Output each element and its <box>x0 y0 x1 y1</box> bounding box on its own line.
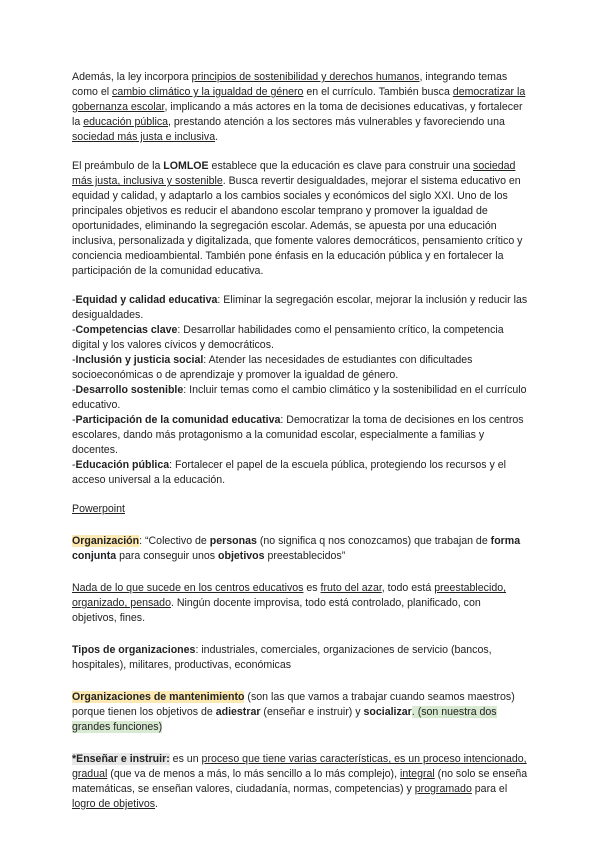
text: Además, la ley incorpora <box>72 71 192 83</box>
bold-text: personas <box>209 535 257 547</box>
list-item <box>72 293 528 323</box>
text: para el <box>471 783 508 795</box>
text: (que va de menos a más, lo más sencillo a lo más complejo), <box>107 768 400 780</box>
text: es un <box>169 753 202 765</box>
list-item <box>72 353 528 383</box>
text: : “Colectivo de <box>139 535 210 547</box>
bold-text: LOMLOE <box>163 160 209 172</box>
paragraph-nada <box>72 581 528 626</box>
text: . <box>155 798 158 810</box>
text: . Ningún docente improvisa, todo está controlado, planificado, con objetivos, fines. <box>72 597 481 624</box>
paragraph-preambulo <box>72 159 528 279</box>
list-item-text: : Incluir temas como el cambio climático y la sostenibilidad en el currículo educativo. <box>72 384 527 411</box>
section-heading-powerpoint <box>72 502 528 517</box>
list-item <box>72 413 528 458</box>
paragraph-mantenimiento <box>72 690 528 735</box>
bold-text: objetivos <box>218 550 265 562</box>
bold-text: adiestrar <box>215 706 261 718</box>
text: para conseguir unos <box>116 550 219 562</box>
text: , todo está <box>381 582 435 594</box>
document-page <box>72 70 528 812</box>
underlined-text: democratizar la gobernanza escolar <box>72 86 526 113</box>
list-dash: - <box>72 384 76 396</box>
list-dash: - <box>72 414 76 426</box>
text: . Busca revertir desigualdades, mejorar el sistema educativo en equidad y calidad, y adaptarlo a los cambios sociales y económicos del siglo XXI. Uno de los principales objetivos es reducir el abandono escolar temprano y promover la igualdad de oportunidades, eliminando la segregación escolar. Además, se apuesta por una educación inclusiva, personalizada y digitalizada, que fomente valores democráticos, pensamiento crítico y conciencia medioambiental. También pone énfasis en la educación pública y en fortalecer la participación de la comunidad educativa. <box>72 175 523 277</box>
bold-text: Tipos de organizaciones <box>72 644 196 656</box>
underlined-text: proceso que tiene varias características, es un proceso intencionado, gradual <box>72 753 527 780</box>
underlined-text: logro de objetivos <box>72 798 156 810</box>
list-item-text: : Atender las necesidades de estudiantes con dificultades socioeconómicas o de aprendizaje y promover la igualdad de género. <box>72 354 473 381</box>
paragraph-organizacion <box>72 534 528 564</box>
underlined-text: principios de sostenibilidad y derechos humanos <box>191 71 420 83</box>
underlined-text: cambio climático y la igualdad de género <box>112 86 304 98</box>
list-item-text: : Fortalecer el papel de la escuela pública, protegiendo los recursos y el acceso universal a la educación. <box>72 459 506 486</box>
highlighted-term: Organización <box>72 535 140 547</box>
paragraph-ensenar <box>72 752 528 812</box>
paragraph-ley <box>72 70 528 145</box>
list-item-text: : Democratizar la toma de decisiones en los centros escolares, dando más protagonismo a la comunidad escolar, especialmente a familias y docentes. <box>72 414 524 456</box>
text: , prestando atención a los sectores más vulnerables y favoreciendo una <box>168 116 505 128</box>
list-item-title: Desarrollo sostenible <box>75 384 184 396</box>
list-dash: - <box>72 459 76 471</box>
paragraph-tipos <box>72 643 528 673</box>
list-item <box>72 458 528 488</box>
list-item-text: : Desarrollar habilidades como el pensamiento crítico, la competencia digital y los valores cívicos y democráticos. <box>72 324 504 351</box>
highlighted-term: *Enseñar e instruir: <box>72 753 170 765</box>
list-item <box>72 323 528 353</box>
bold-text: forma conjunta <box>72 535 521 562</box>
text: (son las que vamos a trabajar cuando seamos maestros) porque tienen los objetivos de <box>72 691 515 718</box>
list-dash: - <box>72 354 76 366</box>
list-dash: - <box>72 294 76 306</box>
list-item-title: Educación pública <box>75 459 170 471</box>
highlighted-term: Organizaciones de mantenimiento <box>72 691 245 703</box>
underlined-text: sociedad más justa e inclusiva <box>72 131 216 143</box>
underlined-text: Powerpoint <box>72 503 125 515</box>
underlined-text: Nada de lo que sucede en los centros educativos <box>72 582 304 594</box>
text: (enseñar e instruir) y <box>260 706 364 718</box>
underlined-text: integral <box>399 768 435 780</box>
text: es <box>303 582 321 594</box>
bold-text: socializar <box>363 706 412 718</box>
list-item-title: Competencias clave <box>75 324 178 336</box>
list-item-title: Equidad y calidad educativa <box>75 294 218 306</box>
objectives-list <box>72 293 528 488</box>
list-item-text: : Eliminar la segregación escolar, mejorar la inclusión y reducir las desigualdades. <box>72 294 528 321</box>
text: en el currículo. También busca <box>303 86 453 98</box>
highlighted-text: . (son nuestra dos grandes funciones) <box>72 706 497 733</box>
text: , implicando a más actores en la toma de decisiones educativas, y fortalecer la <box>72 101 523 128</box>
text: preestablecidos” <box>264 550 346 562</box>
text: El preámbulo de la <box>72 160 164 172</box>
underlined-text: preestablecido, organizado, pensado <box>72 582 507 609</box>
text: : industriales, comerciales, organizaciones de servicio (bancos, hospitales), militares, productivas, económicas <box>72 644 492 671</box>
underlined-text: educación pública <box>83 116 169 128</box>
text: establece que la educación es clave para construir una <box>208 160 474 172</box>
text: , integrando temas como el <box>72 71 508 98</box>
list-item-title: Inclusión y justicia social <box>75 354 204 366</box>
list-item-title: Participación de la comunidad educativa <box>75 414 281 426</box>
underlined-text: fruto del azar <box>320 582 382 594</box>
list-dash: - <box>72 324 76 336</box>
list-item <box>72 383 528 413</box>
text: . <box>215 131 219 143</box>
underlined-text: programado <box>414 783 472 795</box>
underlined-text: sociedad más justa, inclusiva y sostenible <box>72 160 516 187</box>
text: (no solo se enseña matemáticas, se enseñan valores, ciudadanía, normas, competencias) y <box>72 768 528 795</box>
text: (no significa q nos conozcamos) que trabajan de <box>256 535 491 547</box>
